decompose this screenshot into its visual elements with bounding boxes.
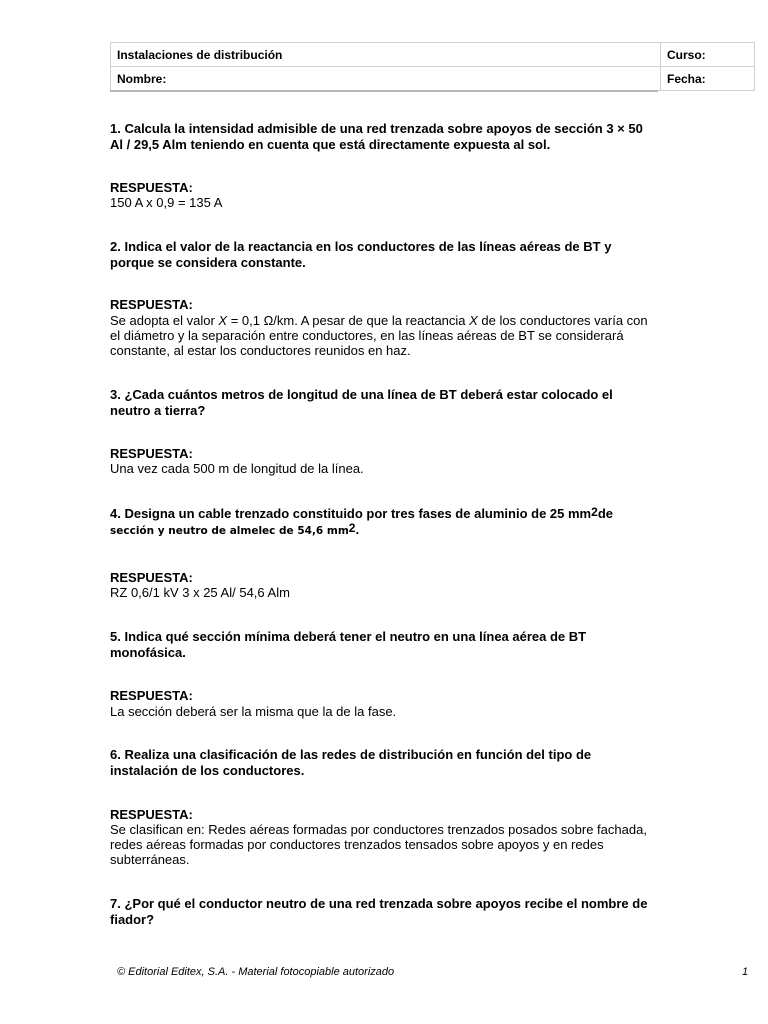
question-6: 6. Realiza una clasificación de las redes de distribución en función del tipo de instalación de los conductores. xyxy=(110,747,592,778)
answer-5: La sección deberá ser la misma que la de la fase. xyxy=(110,704,397,719)
footer-copyright: © Editorial Editex, S.A. - Material fotocopiable autorizado xyxy=(117,966,395,978)
question-2: 2. Indica el valor de la reactancia en los conductores de las líneas aéreas de BT y porque se considera constante. xyxy=(110,239,612,270)
answer-label-2: RESPUESTA: xyxy=(110,297,193,312)
answer-label-3: RESPUESTA: xyxy=(110,446,193,461)
answer-label-1: RESPUESTA: xyxy=(110,180,193,195)
answer-label-6: RESPUESTA: xyxy=(110,807,193,822)
answer-1: 150 A x 0,9 = 135 A xyxy=(110,195,223,210)
answer-6: Se clasifican en: Redes aéreas formadas por conductores trenzados posados sobre fachada, redes aéreas formadas por conductores trenzados tensados sobre apoyos y en redes subterráneas. xyxy=(110,822,647,867)
course-title: Instalaciones de distribución xyxy=(111,43,661,67)
question-7: 7. ¿Por qué el conductor neutro de una red trenzada sobre apoyos recibe el nombre de fiador? xyxy=(110,896,648,927)
question-1: 1. Calcula la intensidad admisible de una red trenzada sobre apoyos de sección 3 × 50 Al / 29,5 Alm teniendo en cuenta que está directamente expuesta al sol. xyxy=(110,121,643,152)
answer-4: RZ 0,6/1 kV 3 x 25 Al/ 54,6 Alm xyxy=(110,585,290,600)
header-table xyxy=(110,42,755,91)
question-5: 5. Indica qué sección mínima deberá tener el neutro en una línea aérea de BT monofásica. xyxy=(110,629,587,660)
answer-2: Se adopta el valor X = 0,1 Ω/km. A pesar de que la reactancia X de los conductores varía con el diámetro y la separación entre conductores, en las líneas aéreas de BT se considerará constante, al estar los conductores reunidos en haz. xyxy=(110,313,648,358)
answer-label-5: RESPUESTA: xyxy=(110,688,193,703)
fecha-label: Fecha: xyxy=(661,67,755,91)
curso-label: Curso: xyxy=(661,43,755,67)
answer-label-4: RESPUESTA: xyxy=(110,570,193,585)
nombre-label: Nombre: xyxy=(111,67,661,91)
header-divider xyxy=(110,90,658,92)
question-4: 4. Designa un cable trenzado constituido por tres fases de aluminio de 25 mm2de sección y neutro de almelec de 54,6 mm2. xyxy=(110,505,613,537)
question-3: 3. ¿Cada cuántos metros de longitud de una línea de BT deberá estar colocado el neutro a tierra? xyxy=(110,387,613,418)
answer-3: Una vez cada 500 m de longitud de la línea. xyxy=(110,461,364,476)
page-number: 1 xyxy=(742,966,749,978)
